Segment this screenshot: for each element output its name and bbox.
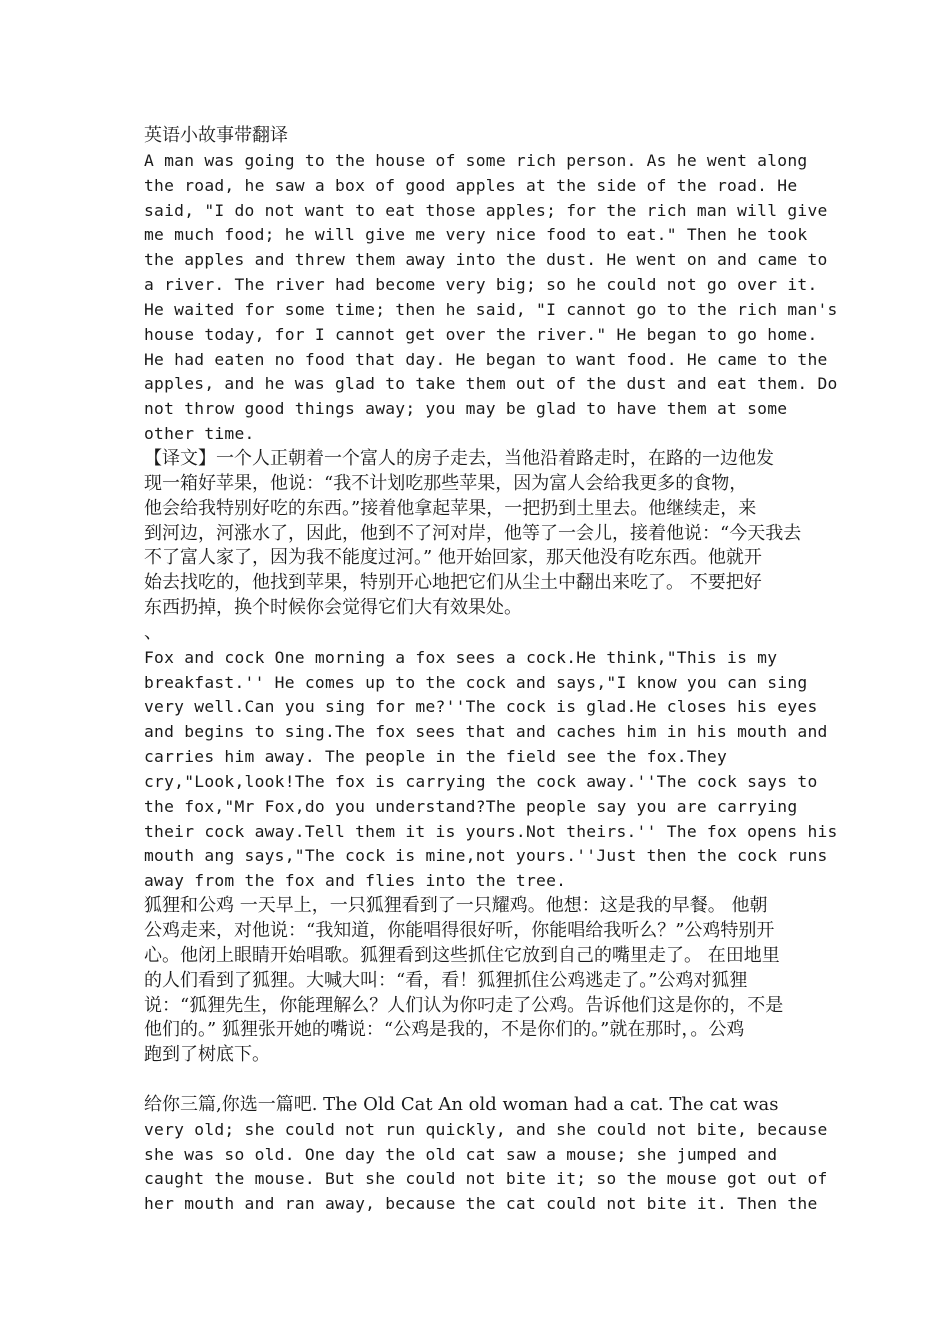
text-line: mouth ang says,"The cock is mine,not yours.''Just then the cock runs: [144, 846, 828, 866]
text-line: the fox,"Mr Fox,do you understand?The people say you are carrying: [144, 796, 798, 816]
text-line: 到河边，河涨水了，因此，他到不了河对岸，他等了一会儿，接着他说：“今天我去: [144, 522, 802, 544]
text-line: house today, for I cannot get over the river." He began to go home.: [144, 324, 818, 344]
text-line: very old; she could not run quickly, and she could not bite, because: [144, 1119, 828, 1139]
text-line: her mouth and ran away, because the cat could not bite it. Then the: [144, 1194, 818, 1214]
text-line: 现一箱好苹果，他说：“我不计划吃那些苹果，因为富人会给我更多的食物，: [144, 472, 748, 494]
text-line: and begins to sing.The fox sees that and caches him in his mouth and: [144, 722, 828, 742]
text-line: 【译文】一个人正朝着一个富人的房子走去，当他沿着路走时，在路的一边他发: [144, 447, 774, 469]
text-line: 狐狸和公鸡 一天早上，一只狐狸看到了一只耀鸡。他想：这是我的早餐。 他朝: [144, 895, 768, 917]
document-title: 英语小故事带翻译: [144, 125, 288, 146]
text-line: away from the fox and flies into the tree.: [144, 871, 567, 891]
text-line: 心。他闭上眼睛开始唱歌。狐狸看到这些抓住它放到自己的嘴里走了。 在田地里: [144, 944, 780, 966]
text-line: 的人们看到了狐狸。大喊大叫：“看，看！狐狸抓住公鸡逃走了。”公鸡对狐狸: [144, 969, 748, 991]
text-line: 他会给我特别好吃的东西。”接着他拿起苹果，一把扔到土里去。他继续走，来: [144, 497, 757, 519]
text-line: 他们的。” 狐狸张开她的嘴说：“公鸡是我的，不是你们的。”就在那时，。公鸡: [144, 1019, 745, 1041]
text-line: 始去找吃的，他找到苹果，特别开心地把它们从尘土中翻出来吃了。 不要把好: [144, 572, 762, 594]
text-line: very well.Can you sing for me?''The cock is glad.He closes his eyes: [144, 697, 818, 717]
text-line: Fox and cock One morning a fox sees a cock.He think,"This is my: [144, 647, 778, 667]
text-line: the road, he saw a box of good apples at the side of the road. He: [144, 175, 798, 195]
text-line: 公鸡走来，对他说：“我知道，你能唱得很好听，你能唱给我听么？”公鸡特别开: [144, 920, 775, 941]
text-line: the apples and threw them away into the dust. He went on and came to: [144, 250, 828, 270]
text-line: caught the mouse. But she could not bite it; so the mouse got out of: [144, 1169, 828, 1189]
text-line: breakfast.'' He comes up to the cock and says,"I know you can sing: [144, 672, 808, 692]
text-line: 不了富人家了，因为我不能度过河。” 他开始回家，那天他没有吃东西。他就开: [144, 547, 762, 569]
blank-line: [144, 1068, 814, 1093]
text-line: cry,"Look,look!The fox is carrying the cock away.''The cock says to: [144, 771, 818, 791]
document-body: [144, 124, 838, 1217]
text-line: apples, and he was glad to take them out of the dust and eat them. Do: [144, 374, 838, 394]
text-line: 跑到了树底下。: [144, 1044, 270, 1066]
text-line: said, "I do not want to eat those apples; for the rich man will give: [144, 200, 828, 220]
text-line: 、: [144, 621, 162, 643]
text-line: carries him away. The people in the field see the fox.They: [144, 747, 728, 767]
text-line: me much food; he will give me very nice food to eat." Then he took: [144, 225, 808, 245]
text-line: 说：“狐狸先生，你能理解么？人们认为你叼走了公鸡。告诉他们这是你的，不是: [144, 994, 784, 1016]
text-line: 给你三篇,你选一篇吧. The Old Cat An old woman had a cat. The cat was: [144, 1093, 779, 1115]
text-line: He had eaten no food that day. He began to want food. He came to the: [144, 349, 828, 369]
text-line: not throw good things away; you may be glad to have them at some: [144, 399, 788, 419]
text-line: 东西扔掉，换个时候你会觉得它们大有效果处。: [144, 597, 522, 619]
text-line: their cock away.Tell them it is yours.Not theirs.'' The fox opens his: [144, 821, 838, 841]
text-line: He waited for some time; then he said, "I cannot go to the rich man's: [144, 299, 838, 319]
text-line: A man was going to the house of some rich person. As he went along: [144, 150, 808, 170]
text-line: a river. The river had become very big; so he could not go over it.: [144, 275, 818, 295]
text-line: she was so old. One day the old cat saw a mouse; she jumped and: [144, 1144, 778, 1164]
text-line: other time.: [144, 424, 255, 444]
